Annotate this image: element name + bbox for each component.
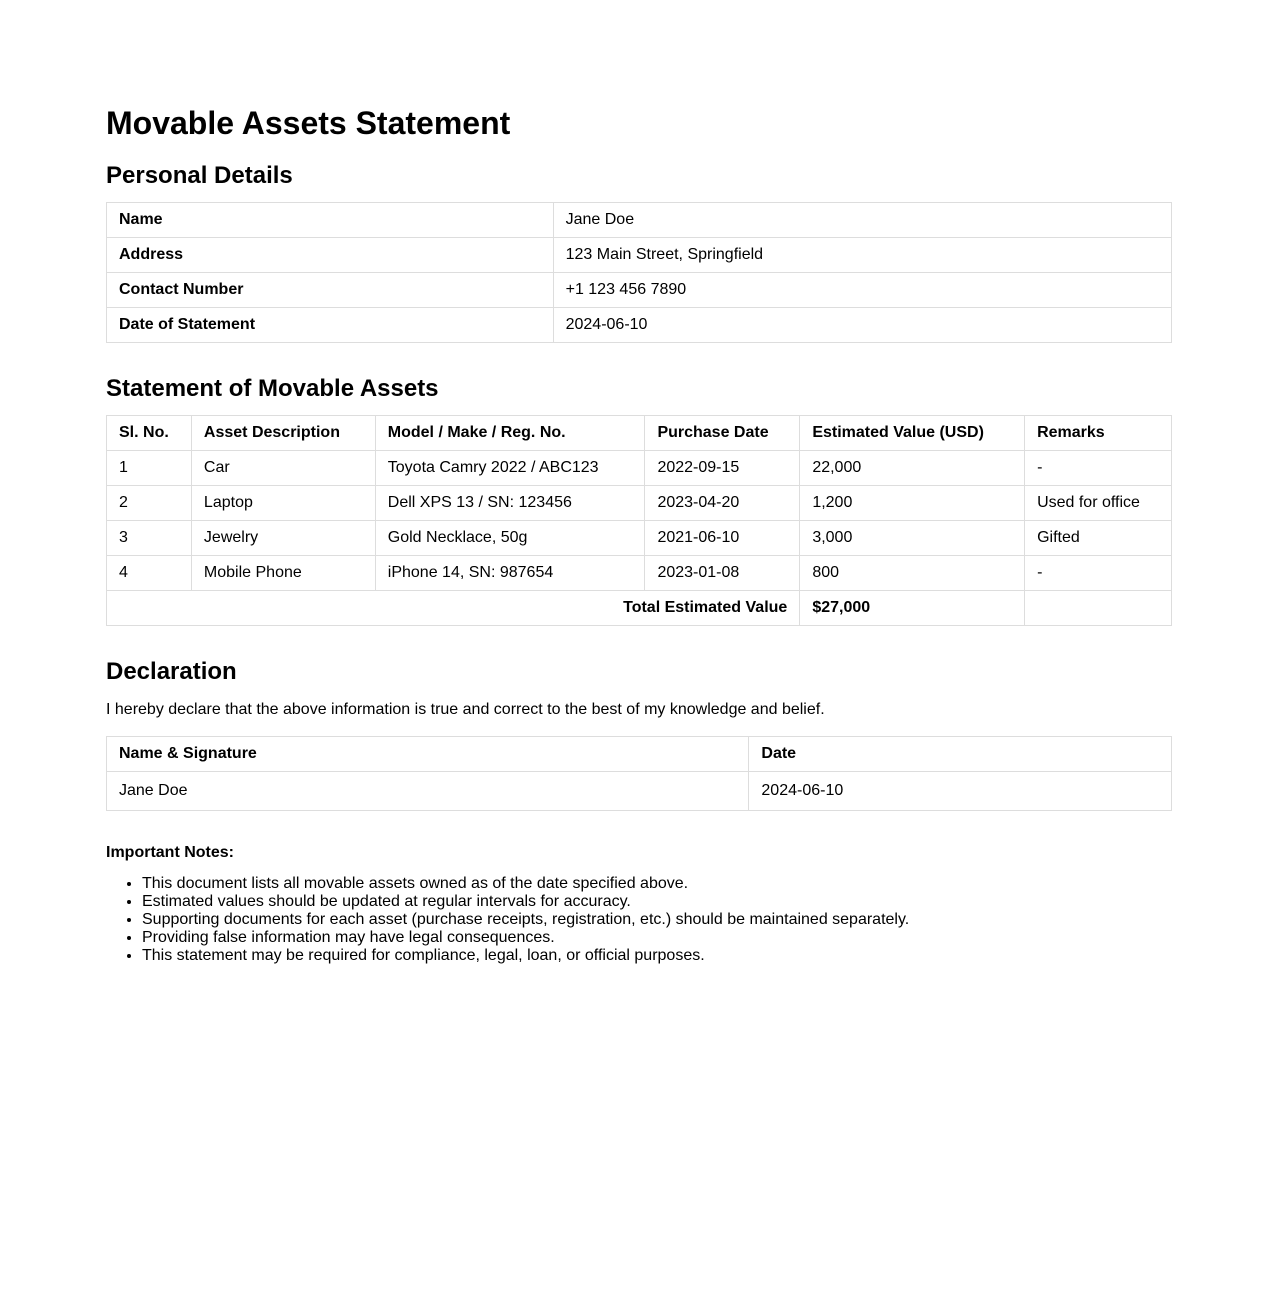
list-item: • This document lists all movable assets owned as of the date specified above. xyxy=(142,875,909,893)
detail-label: Address xyxy=(107,238,554,273)
notes-title: Important Notes: xyxy=(106,844,234,861)
table-cell: 1 xyxy=(107,451,192,486)
table-cell: Toyota Camry 2022 / ABC123 xyxy=(375,451,645,486)
personal-details-table xyxy=(106,202,1172,343)
list-item: • Providing false information may have legal consequences. xyxy=(142,929,909,947)
list-item: • Supporting documents for each asset (purchase receipts, registration, etc.) should be maintained separately. xyxy=(142,911,909,929)
detail-value: 2024-06-10 xyxy=(553,308,1171,343)
table-row xyxy=(107,451,1172,486)
table-cell: 22,000 xyxy=(800,451,1025,486)
table-cell: 1,200 xyxy=(800,486,1025,521)
table-cell: iPhone 14, SN: 987654 xyxy=(375,556,645,591)
table-cell: Gifted xyxy=(1025,521,1172,556)
table-cell: 2023-01-08 xyxy=(645,556,800,591)
column-header: Name & Signature xyxy=(107,737,749,772)
column-header: Purchase Date xyxy=(645,416,800,451)
table-row xyxy=(107,308,1172,343)
personal-details-heading: Personal Details xyxy=(106,162,293,189)
column-header: Asset Description xyxy=(191,416,375,451)
table-cell: 2023-04-20 xyxy=(645,486,800,521)
declaration-table xyxy=(106,736,1172,811)
total-value: $27,000 xyxy=(800,591,1025,626)
table-row xyxy=(107,273,1172,308)
table-cell: Jewelry xyxy=(191,521,375,556)
table-cell: Car xyxy=(191,451,375,486)
table-header-row xyxy=(107,416,1172,451)
table-cell: - xyxy=(1025,556,1172,591)
table-cell: Mobile Phone xyxy=(191,556,375,591)
table-row xyxy=(107,486,1172,521)
detail-value: 123 Main Street, Springfield xyxy=(553,238,1171,273)
page-title: Movable Assets Statement xyxy=(106,105,511,141)
table-cell: Laptop xyxy=(191,486,375,521)
declaration-heading: Declaration xyxy=(106,658,237,685)
column-header: Estimated Value (USD) xyxy=(800,416,1025,451)
column-header: Date xyxy=(749,737,1172,772)
table-row xyxy=(107,238,1172,273)
column-header: Sl. No. xyxy=(107,416,192,451)
table-row xyxy=(107,521,1172,556)
total-row xyxy=(107,591,1172,626)
table-cell: 3 xyxy=(107,521,192,556)
table-cell: - xyxy=(1025,451,1172,486)
declaration-text: I hereby declare that the above information is true and correct to the best of my knowledge and belief. xyxy=(106,701,825,718)
list-item: • Estimated values should be updated at regular intervals for accuracy. xyxy=(142,893,909,911)
column-header: Model / Make / Reg. No. xyxy=(375,416,645,451)
assets-table xyxy=(106,415,1172,626)
detail-value: +1 123 456 7890 xyxy=(553,273,1171,308)
column-header: Remarks xyxy=(1025,416,1172,451)
list-item: • This statement may be required for compliance, legal, loan, or official purposes. xyxy=(142,947,909,965)
table-cell-empty xyxy=(1025,591,1172,626)
table-cell: 4 xyxy=(107,556,192,591)
table-row xyxy=(107,203,1172,238)
table-cell: 2022-09-15 xyxy=(645,451,800,486)
table-cell: 800 xyxy=(800,556,1025,591)
detail-value: Jane Doe xyxy=(553,203,1171,238)
total-label: Total Estimated Value xyxy=(107,591,800,626)
detail-label: Name xyxy=(107,203,554,238)
table-cell: Used for office xyxy=(1025,486,1172,521)
table-cell: 2 xyxy=(107,486,192,521)
detail-label: Contact Number xyxy=(107,273,554,308)
table-cell: Dell XPS 13 / SN: 123456 xyxy=(375,486,645,521)
table-cell: 3,000 xyxy=(800,521,1025,556)
signature-date: 2024-06-10 xyxy=(749,772,1172,811)
assets-heading: Statement of Movable Assets xyxy=(106,375,439,402)
signature-name: Jane Doe xyxy=(107,772,749,811)
table-cell: 2021-06-10 xyxy=(645,521,800,556)
table-row xyxy=(107,772,1172,811)
notes-list xyxy=(106,875,909,965)
table-cell: Gold Necklace, 50g xyxy=(375,521,645,556)
table-row xyxy=(107,556,1172,591)
table-header-row xyxy=(107,737,1172,772)
detail-label: Date of Statement xyxy=(107,308,554,343)
